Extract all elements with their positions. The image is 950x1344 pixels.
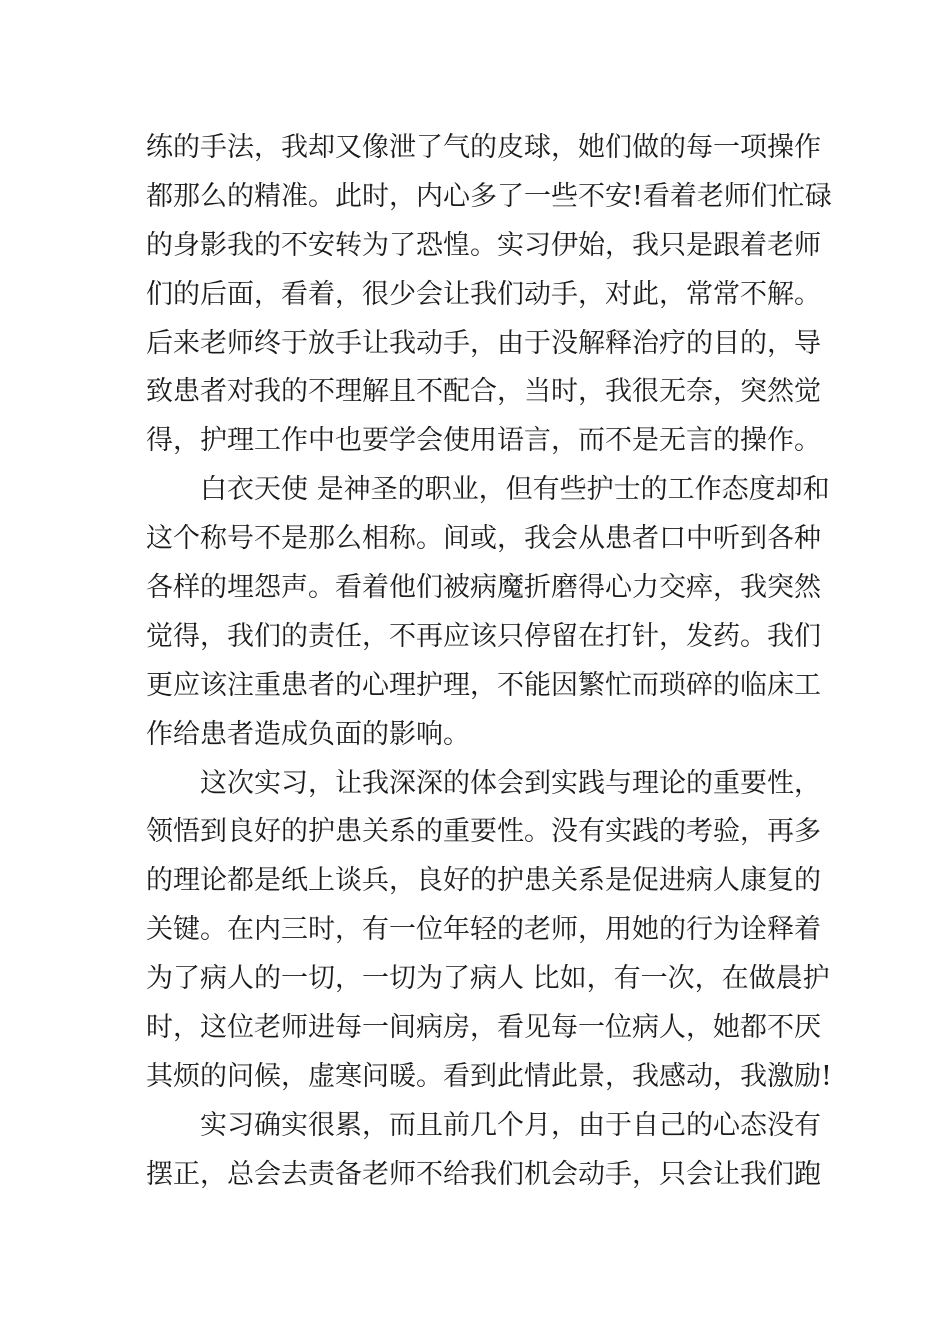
text-line: 领悟到良好的护患关系的重要性。没有实践的考验，再多	[146, 816, 821, 848]
text-line: 的理论都是纸上谈兵，良好的护患关系是促进病人康复的	[146, 865, 821, 897]
text-line: 练的手法，我却又像泄了气的皮球，她们做的每一项操作	[146, 132, 821, 163]
text-line: 摆正，总会去责备老师不给我们机会动手，只会让我们跑	[146, 1158, 821, 1190]
text-line: 作给患者造成负面的影响。	[146, 718, 470, 750]
text-line: 这次实习，让我深深的体会到实践与理论的重要性，	[146, 767, 821, 799]
text-line: 得，护理工作中也要学会使用语言，而不是无言的操作。	[146, 425, 821, 457]
text-line: 更应该注重患者的心理护理，不能因繁忙而琐碎的临床工	[146, 669, 821, 701]
text-line: 后来老师终于放手让我动手，由于没解释治疗的目的，导	[146, 327, 821, 359]
text-line: 们的后面，看着，很少会让我们动手，对此，常常不解。	[146, 278, 821, 310]
text-line: 白衣天使 是神圣的职业，但有些护士的工作态度却和	[146, 474, 830, 506]
text-line: 致患者对我的不理解且不配合，当时，我很无奈，突然觉	[146, 376, 821, 408]
text-line: 都那么的精准。此时，内心多了一些不安!看着老师们忙碌	[146, 180, 832, 212]
text-line: 时，这位老师进每一间病房，看见每一位病人，她都不厌	[146, 1012, 821, 1044]
text-line: 的身影我的不安转为了恐惶。实习伊始，我只是跟着老师	[146, 229, 821, 261]
text-line: 实习确实很累，而且前几个月，由于自己的心态没有	[146, 1109, 821, 1141]
text-line: 为了病人的一切，一切为了病人 比如，有一次，在做晨护	[146, 963, 830, 995]
text-line: 这个称号不是那么相称。间或，我会从患者口中听到各种	[146, 523, 821, 555]
text-line: 其烦的问候，虚寒问暖。看到此情此景，我感动，我激励!	[146, 1060, 832, 1092]
body-text	[146, 124, 832, 1200]
text-line: 关键。在内三时，有一位年轻的老师，用她的行为诠释着	[146, 914, 821, 946]
text-line: 各样的埋怨声。看着他们被病魔折磨得心力交瘁，我突然	[146, 572, 821, 604]
text-line: 觉得，我们的责任，不再应该只停留在打针，发药。我们	[146, 620, 821, 652]
